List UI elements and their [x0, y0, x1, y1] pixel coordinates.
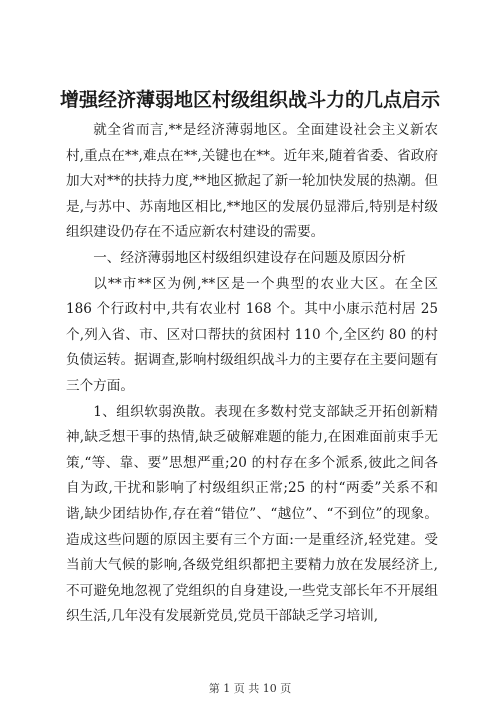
document-title: 增强经济薄弱地区村级组织战斗力的几点启示: [59, 89, 440, 111]
document-body: [66, 118, 438, 630]
section-heading-1: 一、经济薄弱地区村级组织建设存在问题及原因分析: [93, 249, 406, 266]
paragraph-intro: 就全省而言,**是经济薄弱地区。全面建设社会主义新农村,重点在**,难点在**,关键也在**。近年来,随着省委、省政府加大对**的扶持力度,**地区掀起了新一轮加快发展的热潮。但是,与苏中、苏南地区相比,**地区的发展仍显滞后,特别是村级组织建设仍存在不适应新农村建设的需要。: [66, 122, 438, 241]
paragraph-example: 以**市**区为例,**区是一个典型的农业大区。在全区 186 个行政村中,共有农业村 168 个。其中小康示范村居 25 个,列入省、市、区对口帮扶的贫困村 110 个,全区约 80 的村负债运转。据调查,影响村级组织战斗力的主要存在主要问题有三个方面。: [66, 275, 438, 394]
paragraph-point-1: 1、组织软弱涣散。表现在多数村党支部缺乏开拓创新精神,缺乏想干事的热情,缺乏破解难题的能力,在困难面前束手无策,“等、靠、要”思想严重;20 的村存在多个派系,彼此之间各自为政,干扰和影响了村级组织正常;25 的村“两委”关系不和谐,缺少团结协作,存在着“错位”、“越位”、“不到位”的现象。造成这些问题的原因主要有三个方面:一是重经济,轻党建。受当前大气候的影响,各级党组织都把主要精力放在发展经济上,不可避免地忽视了党组织的自身建设,一些党支部长年不开展组织生活,几年没有发展新党员,党员干部缺乏学习培训,: [66, 403, 438, 625]
page-footer: 第 1 页 共 10 页: [208, 682, 292, 695]
